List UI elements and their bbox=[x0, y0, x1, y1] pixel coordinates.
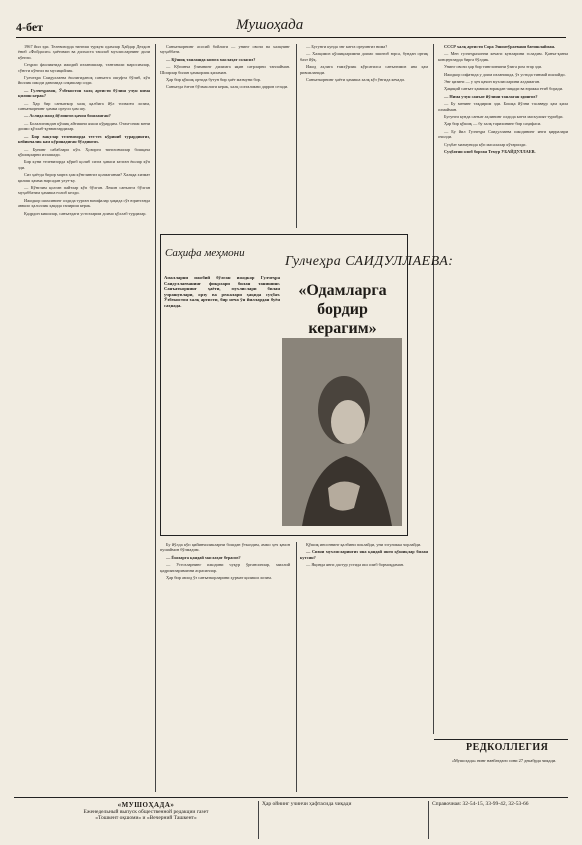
article-headline: «Одамларга бордир керагим» bbox=[298, 282, 387, 337]
section-rubric: Саҳифа меҳмони bbox=[165, 247, 245, 259]
paragraph: — Ҳар бир санъаткор халқ қалбига йўл топмоғи лозим, санъаткорнинг ҳамма орзуси ҳам шу. bbox=[18, 100, 150, 112]
question: — Ёшларга қандай маслаҳат берасиз? bbox=[166, 554, 241, 560]
column-2 bbox=[160, 44, 290, 228]
next-issue-note: «Мушоҳада» нинг навбатдаги сони 27 декабрда чиқади. bbox=[451, 758, 557, 763]
question: — Нима учун санъат йўлини танлаган эдингиз? bbox=[444, 93, 538, 99]
paragraph: — Яқинда янги дастур устида иш олиб бормоқдаман. bbox=[306, 562, 405, 568]
author-name: Гулчеҳра САИДУЛЛАЕВА: bbox=[285, 254, 454, 269]
redkollegiya-title: РЕДКОЛЛЕГИЯ bbox=[466, 742, 549, 753]
page-number: 4-бет bbox=[16, 20, 44, 34]
paragraph: Ижод аҳлига ғамхўрлик кўрсатилса санъатимиз яна ҳам ривожланади. bbox=[300, 64, 428, 75]
paragraph: Ҳар бир қўшиқ — бу халқ тарихининг бир саҳифаси. bbox=[444, 121, 542, 127]
question: — Бир вақтлар телевизорда тез-тез кўриниб турардингиз, кейинчалик кам кўринадиган бўлдингиз. bbox=[18, 133, 150, 145]
question: — Гулчеҳрахон, Ўзбекистон халқ артисти бўлиш учун нима қилиш керак? bbox=[18, 87, 150, 99]
column-divider bbox=[296, 542, 297, 792]
paragraph: — Халқимиз қўшиқларимни доимо эшитиб юрса, бундан ортиқ бахт йўқ. bbox=[300, 51, 428, 62]
paragraph: 1967 йил эди. Телевизорда тингиш туркум одамлар Ҳайдар Деҳқон ёниб «Фойдасиз» ҳаётимиз ва дилхаста ташлаб мухлисларнинг дили кўнгли. bbox=[18, 44, 150, 60]
question: — Қўшиқ танлашда кимга маслаҳат соласиз? bbox=[166, 56, 256, 62]
paragraph: Санъаткорнинг асосий бойлиги — унинг овози ва халқнинг муҳаббати. bbox=[160, 44, 290, 55]
article-lead: Амалларни ижобий бўлган ижодкор Гулчеҳра Саидуллаеванинг фикрлари билан танишинг. Санъаткорнинг ҳаёти, мухлислари билан учрашувлари, орзу ва режалари ҳақида суҳбат. Ўзбекистон халқ артисти, бир неча ўн йиллардан буён саҳнада. bbox=[164, 275, 280, 308]
paragraph: Санъаткорнинг ҳаёти ҳамиша халқ кўз ўнгида кечади. bbox=[306, 77, 405, 83]
column-2-lower bbox=[160, 542, 290, 792]
interviewer-signature: Суҳбатни олиб борган Темур УБАЙДУЛЛАЕВ. bbox=[444, 149, 536, 155]
footer-schedule: Ҳар ойнинг учинчи ҳафтасида чиқади bbox=[262, 801, 352, 807]
newspaper-title: Мушоҳада bbox=[236, 17, 304, 33]
paragraph: Ҳар бир қўшиқ ортида бутун бир ҳаёт мазмуни бор. bbox=[166, 77, 262, 83]
singer-photo bbox=[282, 338, 402, 526]
paragraph: Энг қизиғи — у ҳеч қачон мухлисларини алдамаган. bbox=[444, 79, 541, 85]
paragraph: — Устозларнинг ижодини чуқур ўргансинлар, миллий қадриятларимизни асрасинлар. bbox=[160, 562, 290, 573]
column-1 bbox=[18, 44, 150, 792]
portrait-image bbox=[282, 338, 402, 526]
paragraph: Сиз ҳаётда бирор марта ҳам кўнглингиз қолмаганми? Халққа хизмат қилиш ҳамма нарсадан улуғ-ку. bbox=[18, 172, 150, 183]
paragraph: Унинг овози ҳар бир тингловчини ўзига ром этар эди. bbox=[444, 64, 543, 70]
column-divider bbox=[155, 44, 156, 792]
footer-newspaper-name: «МУШОҲАДА» bbox=[117, 801, 175, 809]
paragraph: Санъатда ёлғон бўлмаслиги керак, халқ сохталикни дарров сезади. bbox=[166, 84, 289, 90]
column-divider bbox=[296, 44, 297, 228]
paragraph: Бугунги кунда санъат аҳлининг олдида катта масъулият турибди. bbox=[444, 114, 564, 120]
redkollegiya-rule bbox=[434, 739, 568, 740]
paragraph: — Кўпинча ўзимнинг дилимга яқин сатрларни танлайман. Шоирлар билан ҳамкорлик қиламан. bbox=[160, 64, 290, 75]
paragraph: Қўшиқ инсоннинг қалбини поклайди, уни эзгуликка чорлайди. bbox=[306, 542, 422, 547]
footer-line: «Тошкент оқшоми» и «Вечерний Ташкент» bbox=[95, 815, 197, 821]
paragraph: Сеҳрли фаолиятида ижодий изланишлар, тантанали маросимлар, сўнгги кўнгил ва мусиқийлик. bbox=[18, 62, 150, 73]
paragraph: Бир куни телевизорда кўриб қолиб сизга ҳаваси келган ёшлар кўп эди. bbox=[18, 159, 150, 170]
paragraph: Қадрдон кишилар, санъатдаги устозларим доимо қўллаб турдилар. bbox=[24, 210, 147, 216]
question: — Сизни мухлисларингиз яна қандай янги қўшиқлар билан кутсин? bbox=[300, 549, 428, 560]
paragraph: — Мен гулчеҳрахонни кечаги кунларини эсладим. Қанча-қанча концертларда бирга бўлдик. bbox=[438, 51, 568, 62]
footer-publisher bbox=[38, 801, 254, 821]
footer-divider bbox=[428, 801, 429, 839]
column-4 bbox=[438, 44, 568, 734]
column-3-lower bbox=[300, 542, 428, 792]
paragraph: Ижодкор сифатида у доим изланишда, ўз устида тинмай ишлайди. bbox=[444, 71, 566, 77]
header-rule bbox=[16, 37, 566, 38]
question: — Аслида ижод йўлингиз қачон бошланган? bbox=[24, 113, 111, 119]
paragraph: — Кўнглим қолган пайтлар кўп бўлган. Лекин санъатга бўлган муҳаббатим ҳамиша ғолиб келди. bbox=[18, 184, 150, 196]
paragraph: — Бунинг сабаблари кўп. Ҳозирги тингловчилар бошқача қўшиқларни излашади. bbox=[18, 146, 150, 157]
paragraph: Ҳар бир авлод ўз санъаткорларини ҳурмат қилиши лозим. bbox=[166, 575, 272, 581]
dedication: СССР халқ артисти Сора Эшонтўраевани бағишлайман. bbox=[444, 44, 556, 49]
footer-phones: Справочная: 32-54-15, 33-99-42, 32-53-66 bbox=[432, 801, 529, 807]
footer-divider bbox=[258, 801, 259, 839]
column-3-upper bbox=[300, 44, 428, 228]
paragraph: — Бу йил Гулчеҳра Саидуллаева ижодининг янги қирралари очилди. bbox=[438, 128, 568, 140]
paragraph: Бу йўлда кўп қийинчиликларни бошдан ўтказдим, аммо ҳеч қачон пушаймон бўлмадим. bbox=[160, 542, 290, 553]
footer bbox=[14, 797, 568, 842]
paragraph: Ҳақиқий санъат ҳамиша юракдан чиқади ва юракка етиб боради. bbox=[444, 86, 564, 92]
paragraph: Гулчеҳра Саидуллаева ёшлигиданоқ санъатга ошуфта бўлиб, кўп йиллик ижоди давомида олқишлар олди. bbox=[18, 75, 150, 86]
paragraph: — Болалигимдан қўшиқ айтишни яхши кўрардим. Отам-онам мени доимо қўллаб-қувватлардилар. bbox=[18, 120, 150, 132]
paragraph: — Бугунги кунда энг катта орзуингиз нима? bbox=[306, 44, 388, 49]
paragraph: Суҳбат мазмунида кўп масалалар кўтарилди. bbox=[444, 141, 527, 147]
paragraph: Ижодкор шахсининг олдида турган вазифалар ҳақида сўз юритганда аввало ҳалоллик ҳақида гапириш керак. bbox=[18, 197, 150, 209]
column-divider bbox=[433, 44, 434, 734]
footer-line: Еженедельный выпуск общественной редакции газет bbox=[83, 809, 209, 815]
paragraph: — Бу менинг тақдирим эди. Бошқа йўлни тасаввур ҳам қила олмайман. bbox=[438, 101, 568, 112]
